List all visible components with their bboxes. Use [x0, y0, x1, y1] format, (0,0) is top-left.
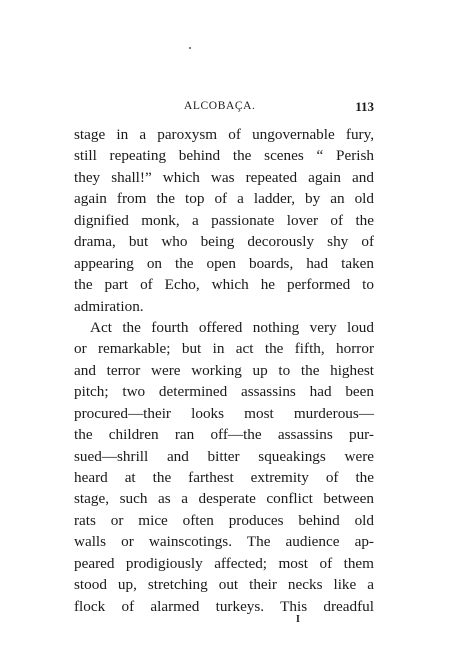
text-line: walls or wainscotings. The audience ap- [74, 533, 374, 551]
text-line: the children ran off—the assassins pur- [74, 426, 374, 444]
text-line: or remarkable; but in act the fifth, horror [74, 340, 374, 358]
page-number: 113 [355, 99, 374, 114]
text-line: stood up, stretching out their necks like a [74, 576, 374, 594]
text-line: the part of Echo, which he performed to [74, 276, 374, 294]
text-line: Act the fourth offered nothing very loud [90, 318, 374, 336]
body-text [74, 124, 374, 617]
text-line: admiration. [74, 297, 144, 315]
signature-mark: I [296, 614, 300, 625]
paper-speck [189, 47, 191, 49]
text-line: they shall!” which was repeated again and [74, 168, 374, 186]
text-line: rats or mice often produces behind old [74, 511, 374, 529]
running-head: ALCOBAÇA. [184, 100, 256, 112]
text-line: again from the top of a ladder, by an old [74, 190, 374, 208]
text-line: stage, such as a desperate conflict between [74, 490, 374, 508]
text-line: sued—shrill and bitter squeakings were [74, 447, 374, 465]
page-header [74, 100, 374, 118]
text-line: heard at the farthest extremity of the [74, 469, 374, 486]
text-line: and terror were working up to the highest [74, 361, 374, 379]
text-line: stage in a paroxysm of ungovernable fury, [74, 126, 374, 143]
text-line: procured—their looks most murderous— [74, 404, 374, 422]
text-line: peared prodigiously affected; most of them [74, 554, 374, 572]
text-line: pitch; two determined assassins had been [74, 383, 374, 401]
text-line: drama, but who being decorously shy of [74, 233, 374, 251]
text-line: still repeating behind the scenes “ Perish [74, 147, 374, 165]
text-line: appearing on the open boards, had taken [74, 254, 374, 272]
text-line: dignified monk, a passionate lover of the [74, 211, 374, 229]
text-line: flock of alarmed turkeys. This dreadful [74, 597, 374, 615]
